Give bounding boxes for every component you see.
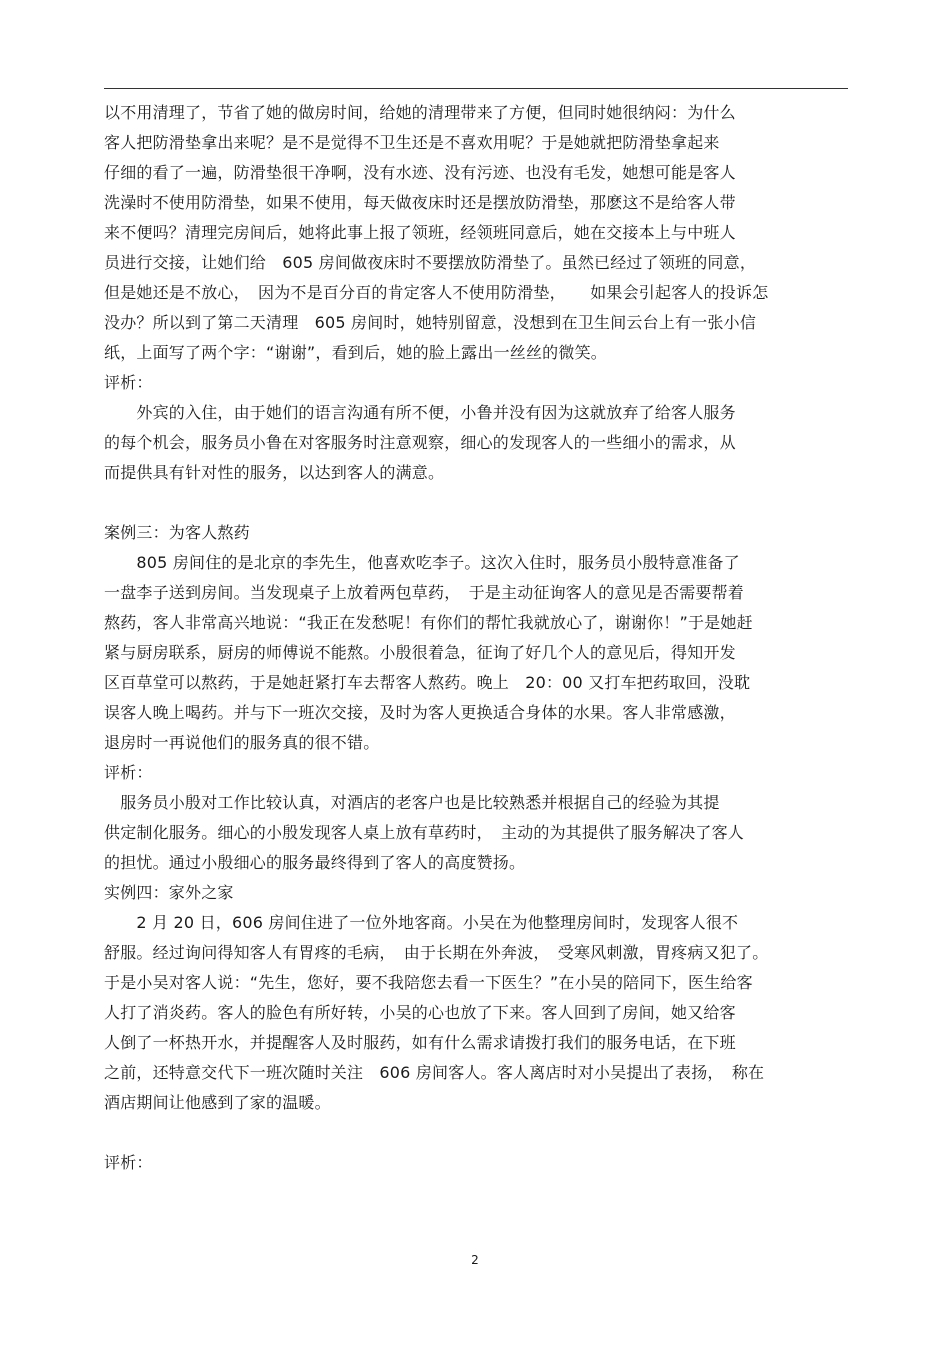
text-line: 供定制化服务。细心的小殷发现客人桌上放有草药时， 主动的为其提供了服务解决了客人 [104, 823, 745, 842]
text-line: 仔细的看了一遍，防滑垫很干净啊，没有水迹、没有污迹、也没有毛发，她想可能是客人 [104, 163, 736, 182]
text-line: 2 月 20 日，606 房间住进了一位外地客商。小吴在为他整理房间时，发现客人很不 [104, 913, 739, 932]
text-line: 来不便吗？清理完房间后，她将此事上报了领班，经领班同意后，她在交接本上与中班人 [104, 223, 736, 242]
text-line: 员进行交接，让她们给 605 房间做夜床时不要摆放防滑垫了。虽然已经过了领班的同意， [104, 253, 757, 272]
text-line: 服务员小殷对工作比较认真，对酒店的老客户也是比较熟悉并根据自己的经验为其提 [104, 793, 720, 812]
text-line: 洗澡时不使用防滑垫，如果不使用，每天做夜床时还是摆放防滑垫，那麽这不是给客人带 [104, 193, 736, 212]
page-number: 2 [471, 1253, 479, 1267]
section-heading-case-3: 案例三：为客人熬药 [104, 523, 250, 542]
header-rule [104, 88, 848, 89]
section-heading-review: 评析： [104, 373, 153, 392]
text-line: 舒服。经过询问得知客人有胃疼的毛病， 由于长期在外奔波， 受寒风刺激，胃疼病又犯了。 [104, 943, 769, 962]
text-line: 805 房间住的是北京的李先生，他喜欢吃李子。这次入住时，服务员小殷特意准备了 [104, 553, 740, 572]
section-heading-review: 评析： [104, 763, 153, 782]
text-line: 熬药，客人非常高兴地说：“我正在发愁呢！有你们的帮忙我就放心了，谢谢你！”于是她赶 [104, 613, 753, 632]
section-heading-review: 评析： [104, 1153, 153, 1172]
text-line: 客人把防滑垫拿出来呢？是不是觉得不卫生还是不喜欢用呢？于是她就把防滑垫拿起来 [104, 133, 720, 152]
text-line: 区百草堂可以熬药，于是她赶紧打车去帮客人熬药。晚上 20：00 又打车把药取回，没耽 [104, 673, 751, 692]
text-line: 人倒了一杯热开水，并提醒客人及时服药，如有什么需求请拨打我们的服务电话，在下班 [104, 1033, 736, 1052]
text-line: 人打了消炎药。客人的脸色有所好转，小吴的心也放了下来。客人回到了房间，她又给客 [104, 1003, 736, 1022]
text-line: 紧与厨房联系，厨房的师傅说不能熬。小殷很着急，征询了好几个人的意见后，得知开发 [104, 643, 736, 662]
text-line: 但是她还是不放心， 因为不是百分百的肯定客人不使用防滑垫， 如果会引起客人的投诉怎 [104, 283, 769, 302]
text-line: 外宾的入住，由于她们的语言沟通有所不便，小鲁并没有因为这就放弃了给客人服务 [104, 403, 736, 422]
text-line: 纸，上面写了两个字：“谢谢”，看到后，她的脸上露出一丝丝的微笑。 [104, 343, 607, 362]
text-line: 的担忧。通过小殷细心的服务最终得到了客人的高度赞扬。 [104, 853, 526, 872]
text-line: 之前，还特意交代下一班次随时关注 606 房间客人。客人离店时对小吴提出了表扬， 称在 [104, 1063, 765, 1082]
body-text [104, 98, 864, 1178]
text-line: 一盘李子送到房间。当发现桌子上放着两包草药， 于是主动征询客人的意见是否需要帮着 [104, 583, 745, 602]
text-line: 的每个机会，服务员小鲁在对客服务时注意观察，细心的发现客人的一些细小的需求，从 [104, 433, 736, 452]
section-heading-case-4: 实例四：家外之家 [104, 883, 234, 902]
blank-line [104, 488, 864, 518]
text-line: 没办？所以到了第二天清理 605 房间时，她特别留意，没想到在卫生间云台上有一张小信 [104, 313, 757, 332]
text-line: 酒店期间让他感到了家的温暖。 [104, 1093, 331, 1112]
text-line: 而提供具有针对性的服务，以达到客人的满意。 [104, 463, 445, 482]
blank-line [104, 1118, 864, 1148]
text-line: 于是小吴对客人说：“先生，您好，要不我陪您去看一下医生？”在小吴的陪同下，医生给客 [104, 973, 753, 992]
text-line: 退房时一再说他们的服务真的很不错。 [104, 733, 380, 752]
text-line: 误客人晚上喝药。并与下一班次交接，及时为客人更换适合身体的水果。客人非常感激， [104, 703, 736, 722]
text-line: 以不用清理了，节省了她的做房时间，给她的清理带来了方便，但同时她很纳闷：为什么 [104, 103, 736, 122]
